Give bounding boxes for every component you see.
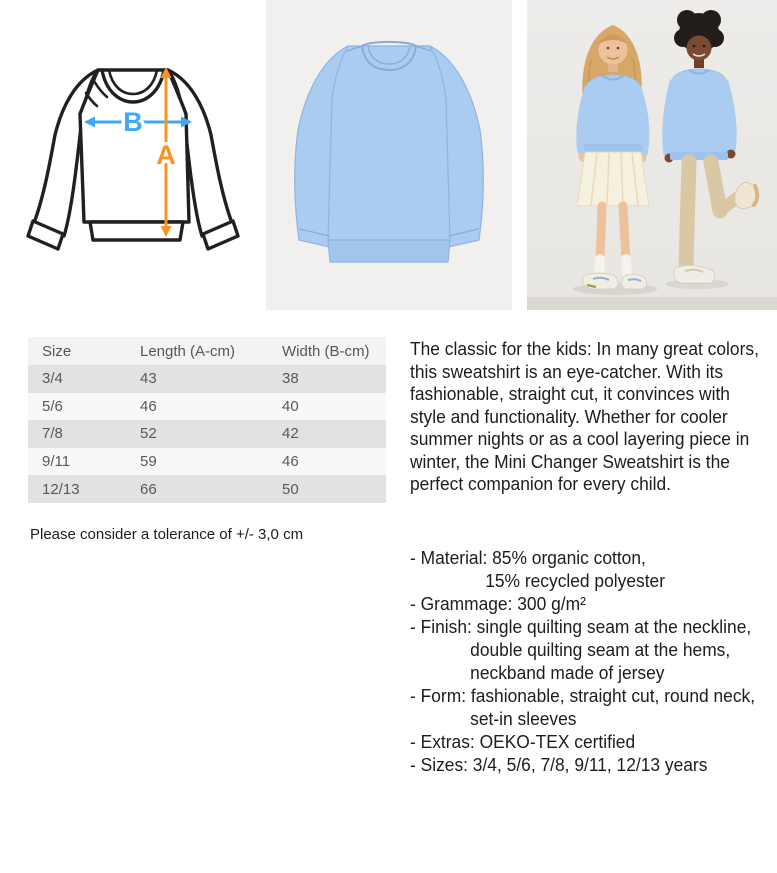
size-table xyxy=(28,337,386,503)
description-line: this sweatshirt is an eye-catcher. With its xyxy=(410,360,724,382)
spec-line: - Sizes: 3/4, 5/6, 7/8, 9/11, 12/13 years xyxy=(410,754,708,775)
table-row xyxy=(28,448,386,476)
size-cell: 5/6 xyxy=(42,397,63,415)
length-label: A xyxy=(156,140,176,170)
description-line: style and functionality. Whether for cooler xyxy=(410,405,728,427)
length-cell: 43 xyxy=(140,370,157,388)
spec-line: - Grammage: 300 g/m² xyxy=(410,593,586,614)
kids-models-illustration xyxy=(527,0,777,310)
spec-line: double quilting seam at the hems, xyxy=(470,639,731,660)
table-row xyxy=(28,475,386,503)
size-cell: 12/13 xyxy=(42,480,80,498)
spec-line: - Extras: OEKO-TEX certified xyxy=(410,731,636,752)
description-line: perfect companion for every child. xyxy=(410,473,671,494)
table-row xyxy=(28,420,386,448)
width-cell: 42 xyxy=(282,425,299,443)
length-cell: 66 xyxy=(140,480,157,498)
width-cell: 46 xyxy=(282,453,299,471)
length-cell: 59 xyxy=(140,453,157,471)
product-description xyxy=(410,338,759,496)
product-photo-models xyxy=(527,0,777,310)
column-header-size: Size xyxy=(42,342,72,360)
size-table-header-row xyxy=(28,337,386,365)
description-line: The classic for the kids: In many great colors, xyxy=(410,338,759,359)
length-cell: 46 xyxy=(140,397,157,415)
width-label: B xyxy=(123,107,143,137)
column-header-width: Width (B-cm) xyxy=(282,342,370,360)
garment-outline-icon xyxy=(28,70,238,249)
sweatshirt-measurement-diagram xyxy=(20,40,250,270)
size-cell: 9/11 xyxy=(42,453,71,471)
table-row xyxy=(28,365,386,393)
width-cell: 38 xyxy=(282,370,299,388)
size-cell: 3/4 xyxy=(42,370,63,388)
column-header-length: Length (A-cm) xyxy=(140,342,236,360)
spec-line: neckband made of jersey xyxy=(470,662,665,683)
size-cell: 7/8 xyxy=(42,425,63,443)
blue-sweatshirt-flat-icon xyxy=(266,0,512,310)
product-specs-list xyxy=(410,546,755,776)
tolerance-note: Please consider a tolerance of +/- 3,0 cm xyxy=(30,526,304,543)
spec-line: - Material: 85% organic cotton, xyxy=(410,547,646,568)
spec-line: 15% recycled polyester xyxy=(485,570,665,591)
spec-line: - Form: fashionable, straight cut, round neck, xyxy=(410,685,756,706)
description-line: fashionable, straight cut, it convinces with xyxy=(410,383,730,404)
width-cell: 40 xyxy=(282,397,299,415)
size-diagram-image xyxy=(20,40,250,270)
length-cell: 52 xyxy=(140,425,157,443)
product-photo-flat xyxy=(266,0,512,310)
spec-line: set-in sleeves xyxy=(470,708,577,729)
description-line: winter, the Mini Changer Sweatshirt is the xyxy=(410,450,730,472)
width-cell: 50 xyxy=(282,480,299,498)
spec-line: - Finish: single quilting seam at the neckline, xyxy=(410,616,752,637)
description-line: summer nights or as a cool layering piece in xyxy=(410,428,750,449)
table-row xyxy=(28,393,386,421)
